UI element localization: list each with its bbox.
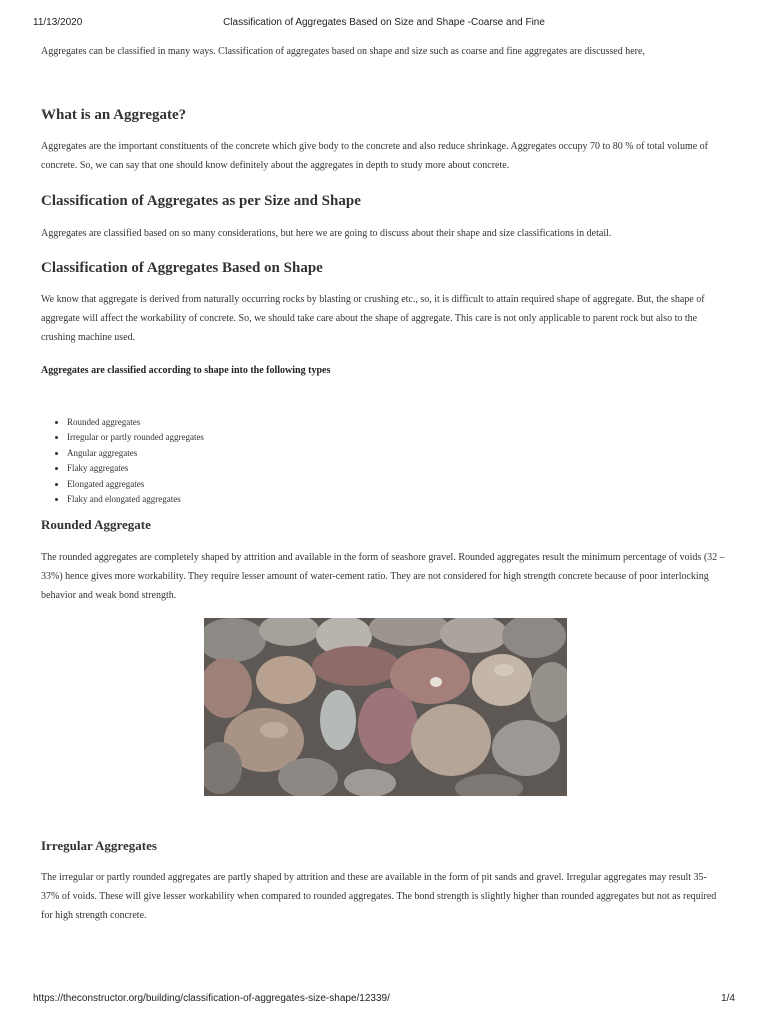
rounded-aggregates-photo [204,618,567,796]
shape-types-list [41,415,753,507]
list-item: • Rounded aggregates [67,415,753,430]
list-item: • Angular aggregates [67,446,753,461]
list-item: • Irregular or partly rounded aggregates [67,430,753,445]
source-url: https://theconstructor.org/building/classification-of-aggregates-size-shape/12339/ [33,993,390,1004]
heading-based-on-shape: Classification of Aggregates Based on Shape [41,260,323,276]
list-item: • Flaky aggregates [67,461,753,476]
paragraph-based-on-shape: We know that aggregate is derived from naturally occurring rocks by blasting or crushing etc., so, it is difficult to attain required shape of aggregate. But, the shape of aggregate will affect the workability of concrete. So, we should take care about the shape of aggregate. This care is not only applicable to parent rock but also to the crushing machine used. [41,294,705,343]
heading-irregular-aggregates: Irregular Aggregates [41,838,157,853]
list-item: • Elongated aggregates [67,477,753,492]
print-footer [33,993,735,1007]
paragraph-rounded-aggregate: The rounded aggregates are completely shaped by attrition and available in the form of seashore gravel. Rounded aggregates result the minimum percentage of voids (32 – 33%) hence gives more workability. They require lesser amount of water-cement ratio. They are not considered for high strength concrete because of poor interlocking behavior and weak bond strength. [41,552,725,601]
paragraph-size-and-shape: Aggregates are classified based on so many considerations, but here we are going to discuss about their shape and size classifications in detail. [41,228,612,239]
heading-rounded-aggregate: Rounded Aggregate [41,517,151,532]
heading-size-and-shape: Classification of Aggregates as per Size and Shape [41,193,361,209]
list-item: • Flaky and elongated aggregates [67,492,753,507]
paragraph-irregular-aggregates: The irregular or partly rounded aggregates are partly shaped by attrition and these are available in the form of pit sands and gravel. Irregular aggregates may result 35- 37% of voids. These will give lesser workability when compared to rounded aggregates. The bond strength is slightly higher than rounded aggregates but not as required for high strength concrete. [41,872,717,921]
document-title: Classification of Aggregates Based on Size and Shape -Coarse and Fine [223,17,545,28]
paragraph-what-is-aggregate: Aggregates are the important constituents of the concrete which give body to the concrete and also reduce shrinkage. Aggregates occupy 70 to 80 % of total volume of concrete. So, we can say that one should know definitely about the aggregates in depth to study more about concrete. [41,141,709,171]
print-date: 11/13/2020 [33,17,83,28]
page-number: 1/4 [721,993,735,1004]
shape-types-intro: Aggregates are classified according to shape into the following types [41,365,331,376]
heading-what-is-aggregate: What is an Aggregate? [41,107,187,123]
intro-paragraph: Aggregates can be classified in many ways. Classification of aggregates based on shape and size such as coarse and fine aggregates are discussed here, [41,46,645,57]
print-header [33,17,735,31]
